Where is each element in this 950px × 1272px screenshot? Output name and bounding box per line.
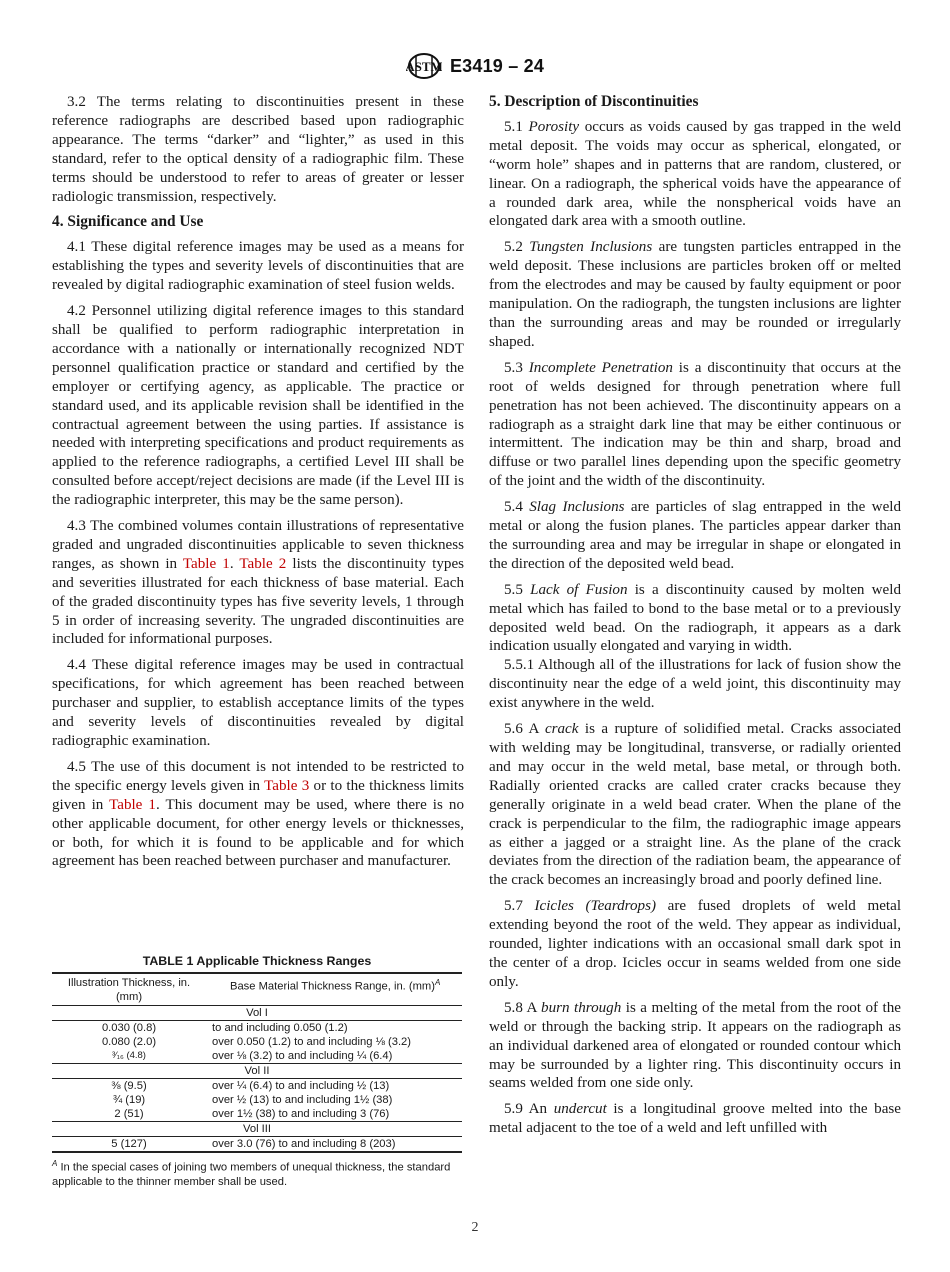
- column-header-illustration: Illustration Thickness, in. (mm): [52, 973, 206, 1006]
- term-porosity: Porosity: [528, 118, 580, 135]
- page-number: 2: [471, 1220, 479, 1235]
- table-1-link[interactable]: Table 1: [109, 796, 156, 813]
- section-5-8: 5.8 A burn through is a melting of the metal from the root of the weld or through the backing strip. It appears on the radiograph as an individual darkened area of elongated or rounded contour which may be surrounded by a lighter ring. This discontinuity occurs in seams welded from one side only.: [489, 999, 901, 1092]
- table-1-link[interactable]: Table 1: [182, 555, 230, 572]
- section-5-1: 5.1 Porosity occurs as voids caused by gas trapped in the weld metal deposit. The voids may occur as spherical, elongated, or “worm hole” shapes and in patterns that are random, clustered, or linear. On a radiograph, the spherical voids have the appearance of a rounded dark area, while the nonspherical voids have an elongated dark area with a smooth outline.: [489, 118, 902, 230]
- table-row: ¾ (19) over ½ (13) to and including 1½ (38): [112, 1094, 393, 1106]
- section-5-6: 5.6 A crack is a rupture of solidified metal. Cracks associated with welding may be longitudinal, transverse, or radially oriented and may occur in the weld metal, base metal, or through both. Radially oriented cracks are called crater cracks because they generally originate in a weld bead crater. When the plane of the crack is perpendicular to the film, the radiographic image appears as either a jagged or a straight line. As the plane of the crack deviates from the direction of the radiation beam, the appearance of the crack becomes an increasingly broad and poorly defined line.: [489, 721, 901, 889]
- section-5-9: 5.9 An undercut is a longitudinal groove melted into the base metal adjacent to the toe of a weld and left unfilled with: [489, 1101, 901, 1137]
- section-5-7: 5.7 Icicles (Teardrops) are fused droplets of weld metal extending beyond the root of the weld. They appear as individual, rounded, lighter indications with an occasional small dark spot in the center of a drop. Icicles occur in seams welded from one side only.: [489, 898, 902, 990]
- left-column: [52, 93, 464, 878]
- volume-label: Vol I: [52, 1006, 462, 1021]
- column-header-base-material: Base Material Thickness Range, in. (mm)$^A$: [206, 973, 462, 1006]
- term-burn-through: burn through: [541, 999, 622, 1016]
- table-2-link[interactable]: Table 2: [239, 555, 287, 572]
- table-row: ⅜ (9.5) over ¼ (6.4) to and including ½ (13): [111, 1080, 390, 1092]
- section-4-5: 4.5 The use of this document is not intended to be restricted to the specific energy levels given in Table 3 or to the thickness limits given in Table 1. This document may be used, where there is no other applicable document, for other energy levels or thicknesses, or both, for which it is found to be applicable and for which agreement has been reached between purchaser and manufacturer.: [52, 758, 465, 870]
- section-5-5-1: 5.5.1 Although all of the illustrations for lack of fusion show the discontinuity near the edge of a weld joint, this discontinuity may exist anywhere in the weld.: [489, 657, 901, 712]
- term-lack-of-fusion: Lack of Fusion: [530, 581, 628, 598]
- section-5-4: 5.4 Slag Inclusions are particles of slag entrapped in the weld metal or along the fusion planes. The particles appear darker than the surrounding area and may be irregular in shape or elongated in the direction of the deposited weld bead.: [489, 499, 902, 572]
- page-header: [0, 52, 950, 80]
- section-4-heading: 4. Significance and Use: [52, 213, 204, 231]
- section-4-3: 4.3 The combined volumes contain illustrations of representative graded and ungraded discontinuities applicable to seven thickness ranges, as shown in Table 1. Table 2 lists the discontinuity types and severities illustrated for each thickness of base material. Each of the graded discontinuity types has five severity levels, 1 through 5 in order of increasing severity. The ungraded discontinuities are included for informational purposes.: [52, 518, 465, 648]
- astm-logo-icon: [406, 52, 442, 80]
- section-4-4: 4.4 These digital reference images may be used in contractual specifications, for which agreement has been reached between purchaser and supplier, to establish acceptance limits of the types and severity levels of discontinuities revealed by digital radiographic examination.: [52, 657, 464, 749]
- term-crack: crack: [544, 721, 579, 738]
- term-tungsten-inclusions: Tungsten Inclusions: [529, 239, 653, 256]
- footnote-mark: A: [434, 978, 441, 987]
- section-3-2: 3.2 The terms relating to discontinuities present in these reference radiographs are described based upon radiographic appearance. The terms “darker” and “lighter,” as used in this standard, refer to the optical density of a radiographic film. These terms should be understood to refer to areas of greater or lesser radiologic transmission, respectively.: [52, 94, 464, 205]
- section-5-heading: 5. Description of Discontinuities: [489, 93, 699, 110]
- thickness-ranges-table: [52, 972, 462, 1153]
- term-icicles: Icicles (Teardrops): [534, 898, 656, 915]
- table-title: TABLE 1 Applicable Thickness Ranges: [142, 954, 372, 968]
- table-row: 5 (127) over 3.0 (76) to and including 8 (203): [52, 1137, 462, 1153]
- term-slag-inclusions: Slag Inclusions: [529, 499, 625, 516]
- document-id: E3419 – 24: [449, 55, 545, 76]
- table-row: 0.080 (2.0) over 0.050 (1.2) to and including ⅛ (3.2): [101, 1036, 412, 1048]
- table-row: 0.030 (0.8) to and including 0.050 (1.2): [101, 1022, 348, 1034]
- section-4-1: 4.1 These digital reference images may be used as a means for establishing the types and severity levels of discontinuities that are revealed by digital radiographic examination of steel fusion welds.: [52, 239, 464, 294]
- table-row: ³⁄₁₆ (4.8) over ⅛ (3.2) to and including ¼ (6.4): [52, 1049, 462, 1064]
- section-5-2: 5.2 Tungsten Inclusions are tungsten particles entrapped in the weld deposit. These inclusions are particles broken off or melted from the electrodes and may be caused by faulty equipment or poor manipulation. On the radiograph, the tungsten inclusions are lighter than the surrounding areas and may be rounded or irregularly shaped.: [489, 239, 901, 350]
- section-4-2: 4.2 Personnel utilizing digital reference images to this standard shall be qualified to perform radiographic interpretation in accordance with a nationally or internationally recognized NDT personnel qualification practice or standard and certified by the employer or certifying agency, as applicable. The practice or standard used, and its applicable revision shall be identified in the contractual agreement between the using parties. If assistance is needed with interpreting specifications and product requirements as applied to the reference radiographs, a certified Level III shall be consulted before accept/reject decisions are made (if the Level III is the radiographic interpreter, this may be the same person).: [52, 303, 464, 509]
- svg-text:ASTM: ASTM: [405, 59, 442, 74]
- section-5-3: 5.3 Incomplete Penetration is a discontinuity that occurs at the root of welds designed for through penetration where full penetration has not been achieved. The discontinuity appears on a radiograph as a straight dark line that may be either continuous or intermittent. The indication may be thin and sharp, broad and diffuse or two parallel lines depending upon the specific geometry of the joint and the width of the discontinuity.: [489, 359, 901, 490]
- table-1: [52, 954, 462, 1189]
- section-5-5: 5.5 Lack of Fusion is a discontinuity caused by molten weld metal which has failed to bond to the base metal or to a previously deposited weld bead. On the radiograph, it appears as a dark indication usually elongated and varying in width.: [489, 581, 901, 655]
- volume-label: Vol III: [52, 1122, 462, 1137]
- term-incomplete-penetration: Incomplete Penetration: [528, 359, 673, 376]
- table-3-link[interactable]: Table 3: [264, 777, 310, 794]
- volume-label: Vol II: [52, 1064, 462, 1079]
- table-row: 2 (51) over 1½ (38) to and including 3 (76): [52, 1107, 462, 1122]
- term-undercut: undercut: [553, 1101, 607, 1118]
- table-footnote: $^A$ In the special cases of joining two members of unequal thickness, the standard applicable to the thinner member shall be used.: [52, 1159, 451, 1188]
- right-column: [489, 93, 901, 1145]
